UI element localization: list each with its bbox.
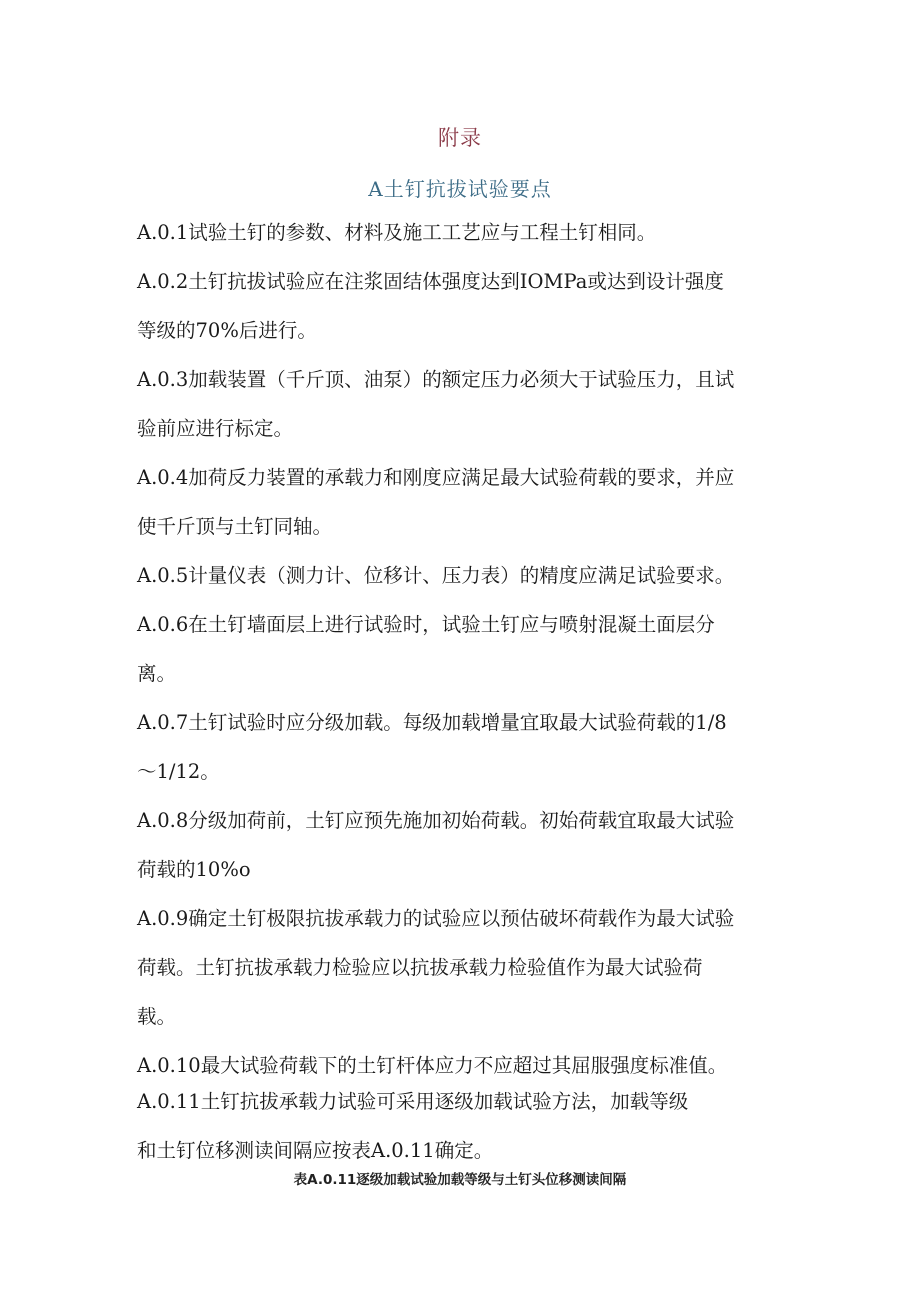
body-text xyxy=(137,208,807,1175)
paragraph-line: A.0.8分级加荷前，土钉应预先施加初始荷载。初始荷载宜取最大试验 xyxy=(137,809,735,832)
paragraph-line: 荷载。土钉抗拔承载力检验应以抗拔承载力检验值作为最大试验荷 xyxy=(137,956,703,979)
paragraph-line: A.0.7土钉试验时应分级加载。每级加载增量宜取最大试验荷载的1/8 xyxy=(137,711,727,734)
paragraph-line: A.0.5计量仪表（测力计、位移计、压力表）的精度应满足试验要求。 xyxy=(137,564,735,587)
paragraph-line: A.0.1试验土钉的参数、材料及施工工艺应与工程土钉相同。 xyxy=(137,221,657,244)
paragraph-line: A.0.2土钉抗拔试验应在注浆固结体强度达到IOMPa或达到设计强度 xyxy=(137,270,724,293)
paragraph-a-0-9 xyxy=(137,894,807,1041)
paragraph-line: ～1/12。 xyxy=(137,760,220,783)
paragraph-a-0-4 xyxy=(137,453,807,551)
paragraph-line: A.0.4加荷反力装置的承载力和刚度应满足最大试验荷载的要求，并应 xyxy=(137,466,735,489)
paragraph-a-0-6 xyxy=(137,600,807,698)
paragraph-a-0-7 xyxy=(137,698,807,796)
paragraph-a-0-3 xyxy=(137,355,807,453)
paragraph-a-0-11 xyxy=(137,1077,807,1175)
paragraph-a-0-5 xyxy=(137,551,807,600)
paragraph-line: 载。 xyxy=(137,1005,177,1028)
paragraph-line: 等级的70%后进行。 xyxy=(137,319,317,342)
table-caption: 表A.0.11逐级加载试验加载等级与土钉头位移测读间隔 xyxy=(293,1172,627,1188)
section-subtitle: A土钉抗拔试验要点 xyxy=(368,177,552,201)
paragraph-line: 离。 xyxy=(137,662,177,685)
paragraph-line: A.0.3加载装置（千斤顶、油泵）的额定压力必须大于试验压力，且试 xyxy=(137,368,735,391)
paragraph-line: A.0.10最大试验荷载下的土钉杆体应力不应超过其屈服强度标准值。 xyxy=(137,1054,728,1077)
paragraph-line: 使千斤顶与土钉同轴。 xyxy=(137,515,333,538)
paragraph-line: 和土钉位移测读间隔应按表A.0.11确定。 xyxy=(137,1139,494,1162)
paragraph-a-0-8 xyxy=(137,796,807,894)
page-title: 附录 xyxy=(438,126,482,150)
paragraph-line: A.0.6在土钉墙面层上进行试验时，试验土钉应与喷射混凝土面层分 xyxy=(137,613,715,636)
paragraph-line: 验前应进行标定。 xyxy=(137,417,294,440)
paragraph-line: A.0.9确定土钉极限抗拔承载力的试验应以预估破坏荷载作为最大试验 xyxy=(137,907,735,930)
paragraph-line: 荷载的10%o xyxy=(137,858,251,881)
paragraph-a-0-1 xyxy=(137,208,807,257)
paragraph-line: A.0.11土钉抗拔承载力试验可采用逐级加载试验方法，加载等级 xyxy=(137,1090,689,1113)
paragraph-a-0-2 xyxy=(137,257,807,355)
